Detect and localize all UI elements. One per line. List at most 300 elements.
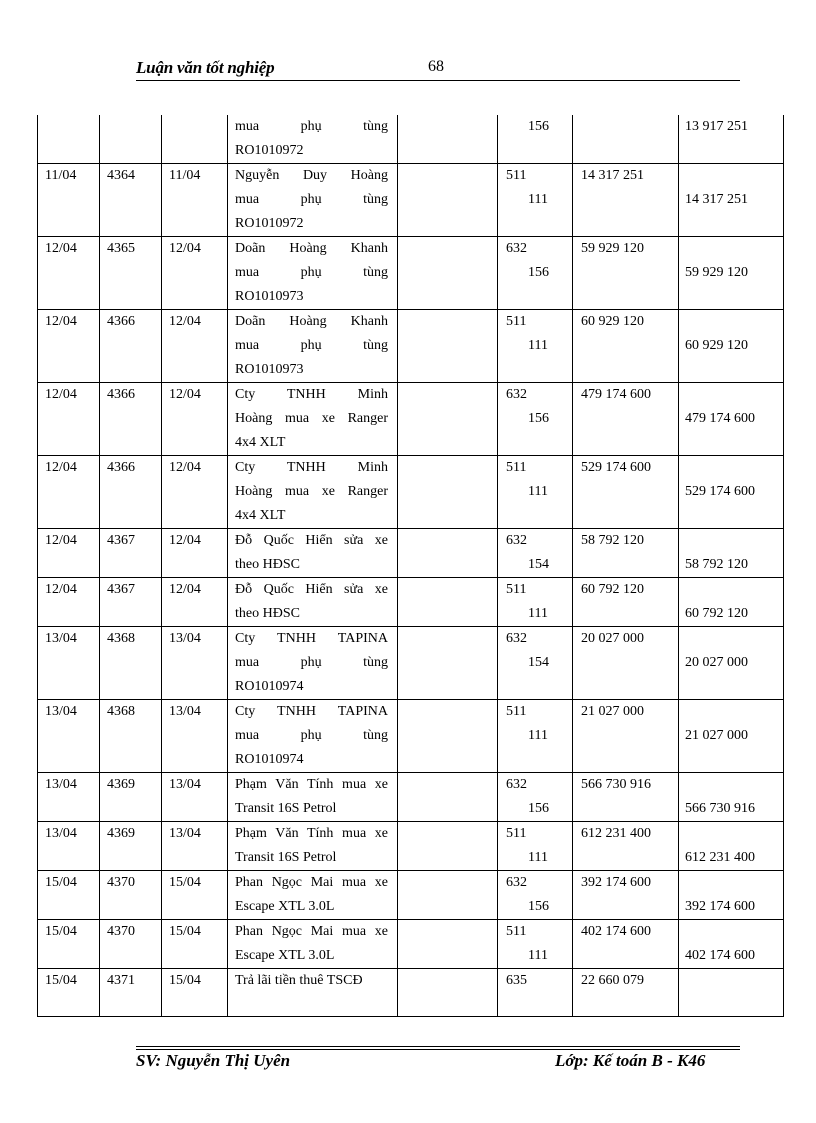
cell-empty bbox=[450, 237, 498, 310]
description-line: Escape XTL 3.0L bbox=[235, 948, 335, 963]
description-line: Nguyễn Duy Hoàng bbox=[235, 168, 388, 183]
cell-credit bbox=[679, 627, 784, 700]
cell-empty bbox=[398, 237, 450, 310]
cell-number bbox=[100, 529, 162, 578]
number-text: 4370 bbox=[107, 875, 135, 890]
cell-description bbox=[228, 115, 398, 164]
spacer bbox=[685, 529, 783, 553]
debit-amount: 14 317 251 bbox=[581, 168, 644, 183]
cell-description bbox=[228, 773, 398, 822]
cell-number bbox=[100, 920, 162, 969]
spacer bbox=[685, 578, 783, 602]
cell-credit bbox=[679, 164, 784, 237]
date2-text: 13/04 bbox=[169, 631, 201, 646]
cell-number bbox=[100, 700, 162, 773]
cell-number bbox=[100, 164, 162, 237]
description-line: Đỗ Quốc Hiển sửa xe bbox=[235, 582, 388, 597]
table-row bbox=[38, 456, 784, 529]
description-line: Đỗ Quốc Hiển sửa xe bbox=[235, 533, 388, 548]
cell-account bbox=[498, 920, 573, 969]
description-line: theo HĐSC bbox=[235, 606, 300, 621]
page-number: 68 bbox=[428, 58, 444, 75]
cell-debit bbox=[573, 700, 679, 773]
cell-description bbox=[228, 456, 398, 529]
spacer bbox=[685, 310, 783, 334]
cell-account bbox=[498, 383, 573, 456]
table-row bbox=[38, 627, 784, 700]
cell-credit bbox=[679, 456, 784, 529]
cell-empty bbox=[450, 529, 498, 578]
date2-text: 15/04 bbox=[169, 875, 201, 890]
description-line: RO1010972 bbox=[235, 143, 304, 158]
date2-text: 12/04 bbox=[169, 387, 201, 402]
spacer bbox=[685, 871, 783, 895]
cell-number bbox=[100, 969, 162, 1017]
cell-debit bbox=[573, 237, 679, 310]
number-text: 4366 bbox=[107, 460, 135, 475]
description-line: Hoàng mua xe Ranger bbox=[235, 484, 388, 499]
account-credit: 111 bbox=[528, 338, 548, 353]
cell-date bbox=[38, 164, 100, 237]
cell-date bbox=[38, 529, 100, 578]
cell-empty bbox=[398, 456, 450, 529]
cell-empty bbox=[398, 529, 450, 578]
description-line: RO1010973 bbox=[235, 289, 304, 304]
date2-text: 12/04 bbox=[169, 533, 201, 548]
cell-description bbox=[228, 529, 398, 578]
date-text: 13/04 bbox=[45, 704, 77, 719]
cell-empty bbox=[398, 115, 450, 164]
cell-date2 bbox=[162, 529, 228, 578]
cell-debit bbox=[573, 164, 679, 237]
description-line: Doãn Hoàng Khanh bbox=[235, 314, 388, 329]
spacer bbox=[685, 969, 783, 993]
cell-empty bbox=[450, 969, 498, 1017]
cell-account bbox=[498, 115, 573, 164]
cell-account bbox=[498, 822, 573, 871]
account-debit: 511 bbox=[506, 582, 527, 597]
description-line: Cty TNHH TAPINA bbox=[235, 704, 388, 719]
cell-empty bbox=[398, 773, 450, 822]
date2-text: 11/04 bbox=[169, 168, 201, 183]
number-text: 4367 bbox=[107, 533, 135, 548]
description-line: mua phụ tùng bbox=[235, 119, 388, 134]
description-line: Cty TNHH TAPINA bbox=[235, 631, 388, 646]
cell-date bbox=[38, 383, 100, 456]
number-text: 4367 bbox=[107, 582, 135, 597]
table-row bbox=[38, 871, 784, 920]
number-text: 4364 bbox=[107, 168, 135, 183]
cell-debit bbox=[573, 969, 679, 1017]
description-line: mua phụ tùng bbox=[235, 728, 388, 743]
cell-debit bbox=[573, 383, 679, 456]
ledger-body bbox=[38, 115, 784, 1017]
cell-description bbox=[228, 578, 398, 627]
spacer bbox=[685, 383, 783, 407]
date2-text: 15/04 bbox=[169, 924, 201, 939]
cell-empty bbox=[450, 310, 498, 383]
account-debit: 511 bbox=[506, 168, 527, 183]
debit-amount: 402 174 600 bbox=[581, 924, 651, 939]
date-text: 13/04 bbox=[45, 826, 77, 841]
cell-date bbox=[38, 456, 100, 529]
date-text: 15/04 bbox=[45, 973, 77, 988]
cell-date2 bbox=[162, 700, 228, 773]
debit-amount: 612 231 400 bbox=[581, 826, 651, 841]
cell-date2 bbox=[162, 871, 228, 920]
debit-amount: 22 660 079 bbox=[581, 973, 644, 988]
cell-credit bbox=[679, 700, 784, 773]
credit-amount: 479 174 600 bbox=[685, 411, 755, 426]
cell-date bbox=[38, 115, 100, 164]
account-debit: 632 bbox=[506, 875, 527, 890]
cell-empty bbox=[450, 383, 498, 456]
account-credit: 156 bbox=[528, 411, 549, 426]
account-debit: 511 bbox=[506, 704, 527, 719]
cell-date2 bbox=[162, 969, 228, 1017]
cell-number bbox=[100, 627, 162, 700]
cell-credit bbox=[679, 773, 784, 822]
cell-credit bbox=[679, 237, 784, 310]
cell-number bbox=[100, 310, 162, 383]
cell-number bbox=[100, 115, 162, 164]
credit-amount: 59 929 120 bbox=[685, 265, 748, 280]
cell-account bbox=[498, 700, 573, 773]
table-row bbox=[38, 700, 784, 773]
cell-date bbox=[38, 627, 100, 700]
cell-date2 bbox=[162, 578, 228, 627]
cell-date2 bbox=[162, 822, 228, 871]
cell-description bbox=[228, 700, 398, 773]
cell-debit bbox=[573, 578, 679, 627]
table-row bbox=[38, 164, 784, 237]
date-text: 11/04 bbox=[45, 168, 77, 183]
number-text: 4369 bbox=[107, 777, 135, 792]
cell-date bbox=[38, 822, 100, 871]
cell-date bbox=[38, 920, 100, 969]
account-credit: 111 bbox=[528, 192, 548, 207]
number-text: 4368 bbox=[107, 704, 135, 719]
date2-text: 12/04 bbox=[169, 460, 201, 475]
table-row bbox=[38, 969, 784, 1017]
account-debit: 632 bbox=[506, 387, 527, 402]
cell-account bbox=[498, 773, 573, 822]
cell-empty bbox=[450, 627, 498, 700]
account-credit: 156 bbox=[528, 801, 549, 816]
cell-number bbox=[100, 578, 162, 627]
number-text: 4366 bbox=[107, 314, 135, 329]
cell-empty bbox=[450, 700, 498, 773]
table-row bbox=[38, 578, 784, 627]
account-debit: 511 bbox=[506, 826, 527, 841]
date2-text: 13/04 bbox=[169, 704, 201, 719]
date-text: 12/04 bbox=[45, 241, 77, 256]
cell-account bbox=[498, 578, 573, 627]
date2-text: 13/04 bbox=[169, 826, 201, 841]
number-text: 4370 bbox=[107, 924, 135, 939]
cell-empty bbox=[450, 822, 498, 871]
description-line: mua phụ tùng bbox=[235, 655, 388, 670]
cell-description bbox=[228, 969, 398, 1017]
description-line: 4x4 XLT bbox=[235, 508, 286, 523]
cell-debit bbox=[573, 773, 679, 822]
account-credit: 111 bbox=[528, 606, 548, 621]
description-line: 4x4 XLT bbox=[235, 435, 286, 450]
date-text: 12/04 bbox=[45, 582, 77, 597]
cell-account bbox=[498, 237, 573, 310]
spacer bbox=[685, 627, 783, 651]
cell-description bbox=[228, 920, 398, 969]
cell-empty bbox=[398, 969, 450, 1017]
cell-date bbox=[38, 237, 100, 310]
cell-date2 bbox=[162, 310, 228, 383]
cell-date2 bbox=[162, 164, 228, 237]
cell-account bbox=[498, 164, 573, 237]
table-row bbox=[38, 310, 784, 383]
description-line: Phan Ngọc Mai mua xe bbox=[235, 875, 388, 890]
spacer bbox=[685, 773, 783, 797]
date-text: 12/04 bbox=[45, 460, 77, 475]
description-line: mua phụ tùng bbox=[235, 338, 388, 353]
debit-amount: 58 792 120 bbox=[581, 533, 644, 548]
spacer bbox=[685, 822, 783, 846]
cell-date2 bbox=[162, 920, 228, 969]
footer-rule-thick bbox=[136, 1049, 740, 1050]
date2-text: 13/04 bbox=[169, 777, 201, 792]
table-row bbox=[38, 529, 784, 578]
debit-amount: 392 174 600 bbox=[581, 875, 651, 890]
number-text: 4368 bbox=[107, 631, 135, 646]
date2-text: 12/04 bbox=[169, 314, 201, 329]
credit-amount: 60 929 120 bbox=[685, 338, 748, 353]
debit-amount: 20 027 000 bbox=[581, 631, 644, 646]
number-text: 4369 bbox=[107, 826, 135, 841]
account-debit: 632 bbox=[506, 777, 527, 792]
cell-empty bbox=[398, 164, 450, 237]
cell-date2 bbox=[162, 773, 228, 822]
header-title: Luận văn tốt nghiệp bbox=[136, 58, 275, 77]
credit-amount: 402 174 600 bbox=[685, 948, 755, 963]
account-debit: 632 bbox=[506, 533, 527, 548]
description-line: Phạm Văn Tính mua xe bbox=[235, 777, 388, 792]
credit-amount: 612 231 400 bbox=[685, 850, 755, 865]
cell-date2 bbox=[162, 237, 228, 310]
cell-credit bbox=[679, 115, 784, 164]
debit-amount: 21 027 000 bbox=[581, 704, 644, 719]
debit-amount: 479 174 600 bbox=[581, 387, 651, 402]
account-debit: 511 bbox=[506, 924, 527, 939]
debit-amount: 566 730 916 bbox=[581, 777, 651, 792]
footer-class: Lớp: Kế toán B - K46 bbox=[555, 1051, 706, 1070]
cell-date bbox=[38, 578, 100, 627]
cell-empty bbox=[398, 627, 450, 700]
date2-text: 12/04 bbox=[169, 241, 201, 256]
header-rule bbox=[136, 80, 740, 81]
cell-debit bbox=[573, 920, 679, 969]
cell-credit bbox=[679, 969, 784, 1017]
table-row bbox=[38, 773, 784, 822]
cell-number bbox=[100, 383, 162, 456]
cell-credit bbox=[679, 920, 784, 969]
cell-empty bbox=[450, 920, 498, 969]
cell-credit bbox=[679, 871, 784, 920]
cell-debit bbox=[573, 115, 679, 164]
table-row bbox=[38, 822, 784, 871]
cell-account bbox=[498, 529, 573, 578]
cell-description bbox=[228, 871, 398, 920]
spacer bbox=[685, 456, 783, 480]
cell-debit bbox=[573, 456, 679, 529]
credit-amount: 392 174 600 bbox=[685, 899, 755, 914]
cell-number bbox=[100, 773, 162, 822]
description-line: Doãn Hoàng Khanh bbox=[235, 241, 388, 256]
date-text: 12/04 bbox=[45, 387, 77, 402]
credit-amount: 20 027 000 bbox=[685, 655, 748, 670]
table-row bbox=[38, 237, 784, 310]
cell-empty bbox=[398, 871, 450, 920]
table-row bbox=[38, 920, 784, 969]
cell-date2 bbox=[162, 383, 228, 456]
debit-amount: 60 929 120 bbox=[581, 314, 644, 329]
cell-number bbox=[100, 822, 162, 871]
description-line: theo HĐSC bbox=[235, 557, 300, 572]
date-text: 13/04 bbox=[45, 631, 77, 646]
description-line: RO1010972 bbox=[235, 216, 304, 231]
date2-text: 15/04 bbox=[169, 973, 201, 988]
cell-empty bbox=[398, 310, 450, 383]
cell-empty bbox=[450, 164, 498, 237]
cell-date bbox=[38, 700, 100, 773]
cell-account bbox=[498, 871, 573, 920]
cell-empty bbox=[450, 456, 498, 529]
debit-amount: 60 792 120 bbox=[581, 582, 644, 597]
cell-description bbox=[228, 237, 398, 310]
cell-date bbox=[38, 773, 100, 822]
cell-debit bbox=[573, 871, 679, 920]
cell-debit bbox=[573, 627, 679, 700]
credit-amount: 60 792 120 bbox=[685, 606, 748, 621]
date-text: 15/04 bbox=[45, 875, 77, 890]
cell-description bbox=[228, 627, 398, 700]
debit-amount: 529 174 600 bbox=[581, 460, 651, 475]
number-text: 4366 bbox=[107, 387, 135, 402]
cell-date2 bbox=[162, 456, 228, 529]
ledger-table bbox=[37, 115, 784, 1017]
cell-account bbox=[498, 969, 573, 1017]
table-row bbox=[38, 383, 784, 456]
table-row bbox=[38, 115, 784, 164]
date-text: 15/04 bbox=[45, 924, 77, 939]
number-text: 4365 bbox=[107, 241, 135, 256]
description-line: mua phụ tùng bbox=[235, 192, 388, 207]
date-text: 12/04 bbox=[45, 314, 77, 329]
cell-empty bbox=[398, 383, 450, 456]
spacer bbox=[685, 920, 783, 944]
spacer bbox=[685, 164, 783, 188]
cell-empty bbox=[398, 578, 450, 627]
account-credit: 111 bbox=[528, 948, 548, 963]
account-credit: 111 bbox=[528, 484, 548, 499]
credit-amount: 21 027 000 bbox=[685, 728, 748, 743]
date-text: 13/04 bbox=[45, 777, 77, 792]
cell-credit bbox=[679, 310, 784, 383]
account-credit: 156 bbox=[528, 265, 549, 280]
cell-account bbox=[498, 627, 573, 700]
account-credit: 154 bbox=[528, 557, 549, 572]
credit-amount: 529 174 600 bbox=[685, 484, 755, 499]
cell-empty bbox=[450, 115, 498, 164]
description-line: Cty TNHH Minh bbox=[235, 460, 388, 475]
cell-date bbox=[38, 871, 100, 920]
cell-debit bbox=[573, 310, 679, 383]
cell-number bbox=[100, 237, 162, 310]
account-debit: 511 bbox=[506, 460, 527, 475]
credit-amount: 13 917 251 bbox=[685, 119, 748, 134]
cell-empty bbox=[450, 773, 498, 822]
cell-debit bbox=[573, 529, 679, 578]
footer-rule-thin bbox=[136, 1046, 740, 1047]
description-line: RO1010973 bbox=[235, 362, 304, 377]
spacer bbox=[685, 700, 783, 724]
cell-description bbox=[228, 164, 398, 237]
description-line: RO1010974 bbox=[235, 752, 304, 767]
cell-description bbox=[228, 310, 398, 383]
cell-description bbox=[228, 383, 398, 456]
credit-amount: 566 730 916 bbox=[685, 801, 755, 816]
description-line: Transit 16S Petrol bbox=[235, 850, 337, 865]
number-text: 4371 bbox=[107, 973, 135, 988]
footer-student: SV: Nguyễn Thị Uyên bbox=[136, 1051, 291, 1070]
cell-empty bbox=[398, 920, 450, 969]
cell-credit bbox=[679, 529, 784, 578]
credit-amount: 14 317 251 bbox=[685, 192, 748, 207]
credit-amount: 58 792 120 bbox=[685, 557, 748, 572]
cell-date2 bbox=[162, 115, 228, 164]
account-debit: 632 bbox=[506, 241, 527, 256]
description-line: mua phụ tùng bbox=[235, 265, 388, 280]
cell-empty bbox=[398, 700, 450, 773]
cell-credit bbox=[679, 822, 784, 871]
description-line: RO1010974 bbox=[235, 679, 304, 694]
account-debit: 635 bbox=[506, 973, 527, 988]
cell-account bbox=[498, 456, 573, 529]
description-line: Cty TNHH Minh bbox=[235, 387, 388, 402]
cell-number bbox=[100, 456, 162, 529]
account-credit: 154 bbox=[528, 655, 549, 670]
cell-debit bbox=[573, 822, 679, 871]
description-line: Hoàng mua xe Ranger bbox=[235, 411, 388, 426]
cell-credit bbox=[679, 578, 784, 627]
cell-empty bbox=[450, 578, 498, 627]
description-line: Phạm Văn Tính mua xe bbox=[235, 826, 388, 841]
cell-account bbox=[498, 310, 573, 383]
account-debit: 511 bbox=[506, 314, 527, 329]
account-credit: 156 bbox=[528, 899, 549, 914]
cell-description bbox=[228, 822, 398, 871]
account-debit: 632 bbox=[506, 631, 527, 646]
cell-number bbox=[100, 871, 162, 920]
description-line: Phan Ngọc Mai mua xe bbox=[235, 924, 388, 939]
account-credit: 111 bbox=[528, 850, 548, 865]
date-text: 12/04 bbox=[45, 533, 77, 548]
cell-empty bbox=[398, 822, 450, 871]
cell-date2 bbox=[162, 627, 228, 700]
date2-text: 12/04 bbox=[169, 582, 201, 597]
account-credit: 111 bbox=[528, 728, 548, 743]
description-line: Escape XTL 3.0L bbox=[235, 899, 335, 914]
debit-amount: 59 929 120 bbox=[581, 241, 644, 256]
description-line: Transit 16S Petrol bbox=[235, 801, 337, 816]
